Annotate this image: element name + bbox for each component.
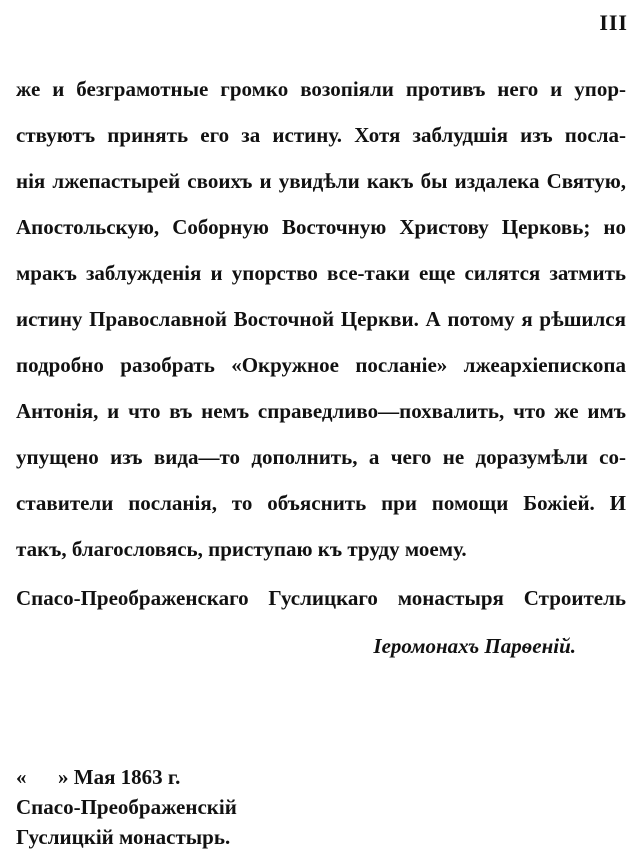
body-line: Апостольскую, Соборную Восточную Христову Церковь; но: [16, 215, 626, 239]
body-line: истину Православной Восточной Церкви. А потому я рѣшился: [16, 307, 626, 331]
body-line: же и безграмотные громко возопіяли противъ него и упор-: [16, 77, 626, 101]
body-line: подробно разобрать «Окружное посланіе» лжеархіепископа: [16, 353, 626, 377]
signature-position: Спасо-Преображенскаго Гуслицкаго монастыря Строитель: [16, 586, 626, 610]
body-line: Антонія, и что въ немъ справедливо—похвалить, что же имъ: [16, 399, 626, 423]
body-line: ставители посланія, то объяснить при помощи Божіей. И: [16, 491, 626, 515]
body-line: упущено изъ вида—то дополнить, а чего не доразумѣли со-: [16, 445, 626, 469]
signature-name: Іеромонахъ Парѳеній.: [373, 634, 576, 658]
page-number: III: [599, 10, 628, 35]
body-line: нія лжепастырей своихъ и увидѣли какъ бы издалека Святую,: [16, 169, 626, 193]
body-line: такъ, благословясь, приступаю къ труду моему.: [16, 537, 467, 561]
footer-place-line: Спасо-Преображенскій: [16, 795, 237, 819]
footer-place-line: Гуслицкій монастырь.: [16, 825, 231, 849]
footer: [16, 762, 237, 852]
footer-date: « » Мая 1863 г.: [16, 765, 181, 789]
body-text: [16, 66, 626, 572]
body-line: ствуютъ принять его за истину. Хотя заблудшія изъ посла-: [16, 123, 626, 147]
body-line: мракъ заблужденія и упорство все-таки еще силятся затмить: [16, 261, 626, 285]
